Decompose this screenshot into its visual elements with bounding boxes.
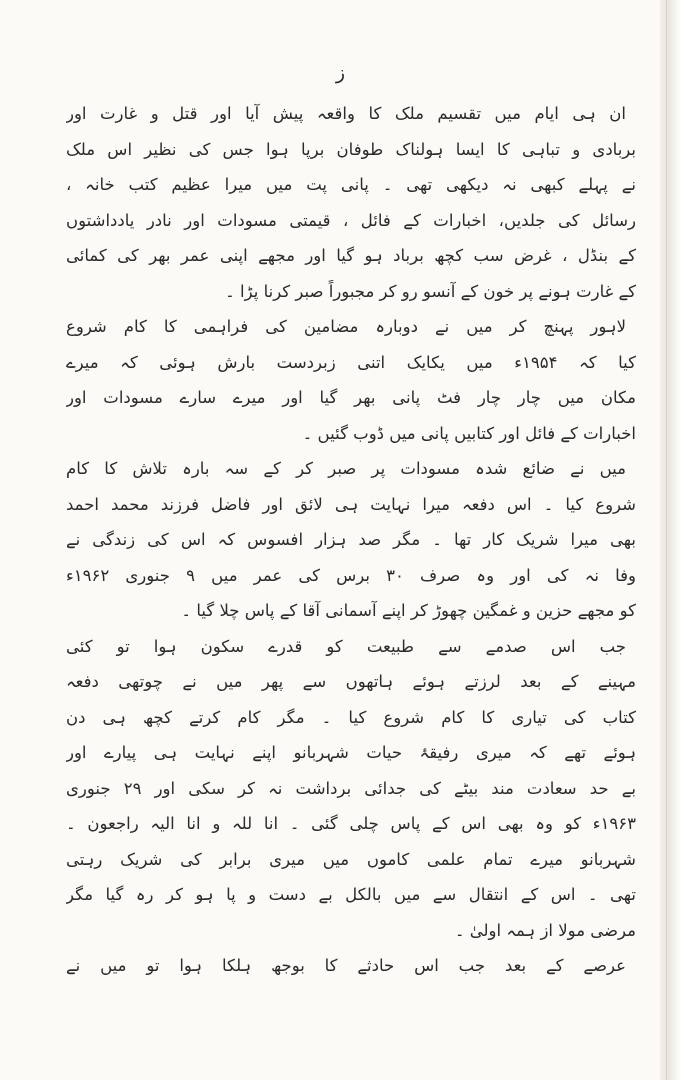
text-line: عرصے کے بعد جب اس حادثے کا بوجھ ہلکا ہوا تو میں نے xyxy=(66,956,626,975)
text-line: جب اس صدمے سے طبیعت کو قدرے سکون ہوا تو کئی xyxy=(66,636,626,656)
text-line: ۱۹۶۳ء کو وہ بھی اس کے پاس چلی گئی ۔ انا للہ و انا الیہ راجعون ۔ xyxy=(66,814,636,833)
text-line: لاہور پہنچ کر میں نے دوبارہ مضامین کی فراہمی کا کام شروع xyxy=(66,317,626,336)
text-line: مرضی مولا از ہمہ اولیٰ ۔ xyxy=(454,920,636,940)
book-spine-shadow xyxy=(660,0,681,1080)
text-line: ان ہی ایام میں تقسیم ملک کا واقعہ پیش آیا اور قتل و غارت اور xyxy=(66,104,626,123)
text-line: میں نے ضائع شدہ مسودات پر صبر کر کے سہ بارہ تلاش کا کام xyxy=(66,459,626,478)
text-line: کو مجھے حزین و غمگین چھوڑ کر اپنے آسمانی آقا کے پاس چلا گیا ۔ xyxy=(181,601,636,620)
text-line: شروع کیا ۔ اس دفعہ میرا نہایت ہی لائق اور فاضل فرزند محمد احمد xyxy=(66,494,636,514)
text-line: وفا نہ کی اور وہ صرف ۳۰ برس کی عمر میں ۹ جنوری ۱۹۶۲ء xyxy=(66,565,636,585)
text-line: کتاب کی تیاری کا کام شروع کیا ۔ مگر کام کرتے کچھ ہی دن xyxy=(66,707,636,727)
page-number: ز xyxy=(335,62,346,84)
text-line: شہربانو میرے تمام علمی کاموں میں میری برابر کی شریک رہتی xyxy=(66,849,636,869)
text-line: رسائل کی جلدیں، اخبارات کے فائل ، قیمتی مسودات اور نادر یادداشتوں xyxy=(66,210,636,230)
text-line: نے پہلے کبھی نہ دیکھی تھی ۔ پانی پت میں میرا عظیم کتب خانہ ، xyxy=(66,175,636,194)
text-line: کے بنڈل ، غرض سب کچھ برباد ہو گیا اور مجھے اپنی عمر بھر کی کمائی xyxy=(66,246,636,265)
text-line: بربادی و تباہی کا ایسا ہولناک طوفان برپا ہوا جس کی نظیر اس ملک xyxy=(66,139,636,159)
text-line: اخبارات کے فائل اور کتابیں پانی میں ڈوب گئیں ۔ xyxy=(302,423,636,443)
text-line: کے غارت ہونے پر خون کے آنسو رو کر مجبوراً صبر کرنا پڑا ۔ xyxy=(225,281,636,301)
text-line: کیا کہ ۱۹۵۴ء میں یکایک اتنی زبردست بارش ہوئی کہ میرے xyxy=(66,352,636,372)
text-line: ہوئے تھے کہ میری رفیقۂ حیات شہربانو اپنے نہایت ہی پیارے اور xyxy=(66,743,636,762)
text-line: بے حد سعادت مند بیٹے کی جدائی برداشت نہ کر سکی اور ۲۹ جنوری xyxy=(66,778,636,798)
text-line: مہینے کے بعد لرزتے ہوئے ہاتھوں سے پھر میں نے چوتھی دفعہ xyxy=(66,672,636,691)
text-line: تھی ۔ اس کے انتقال سے میں بالکل بے دست و پا ہو کر رہ گیا مگر xyxy=(66,885,636,904)
body-text xyxy=(66,96,636,984)
page-edge-line xyxy=(666,0,667,1080)
text-line: بھی میرا شریک کار تھا ۔ مگر صد ہزار افسوس کہ اس کی زندگی نے xyxy=(66,530,636,549)
text-line: مکان میں چار چار فٹ پانی بھر گیا اور میرے سارے مسودات اور xyxy=(66,388,636,407)
